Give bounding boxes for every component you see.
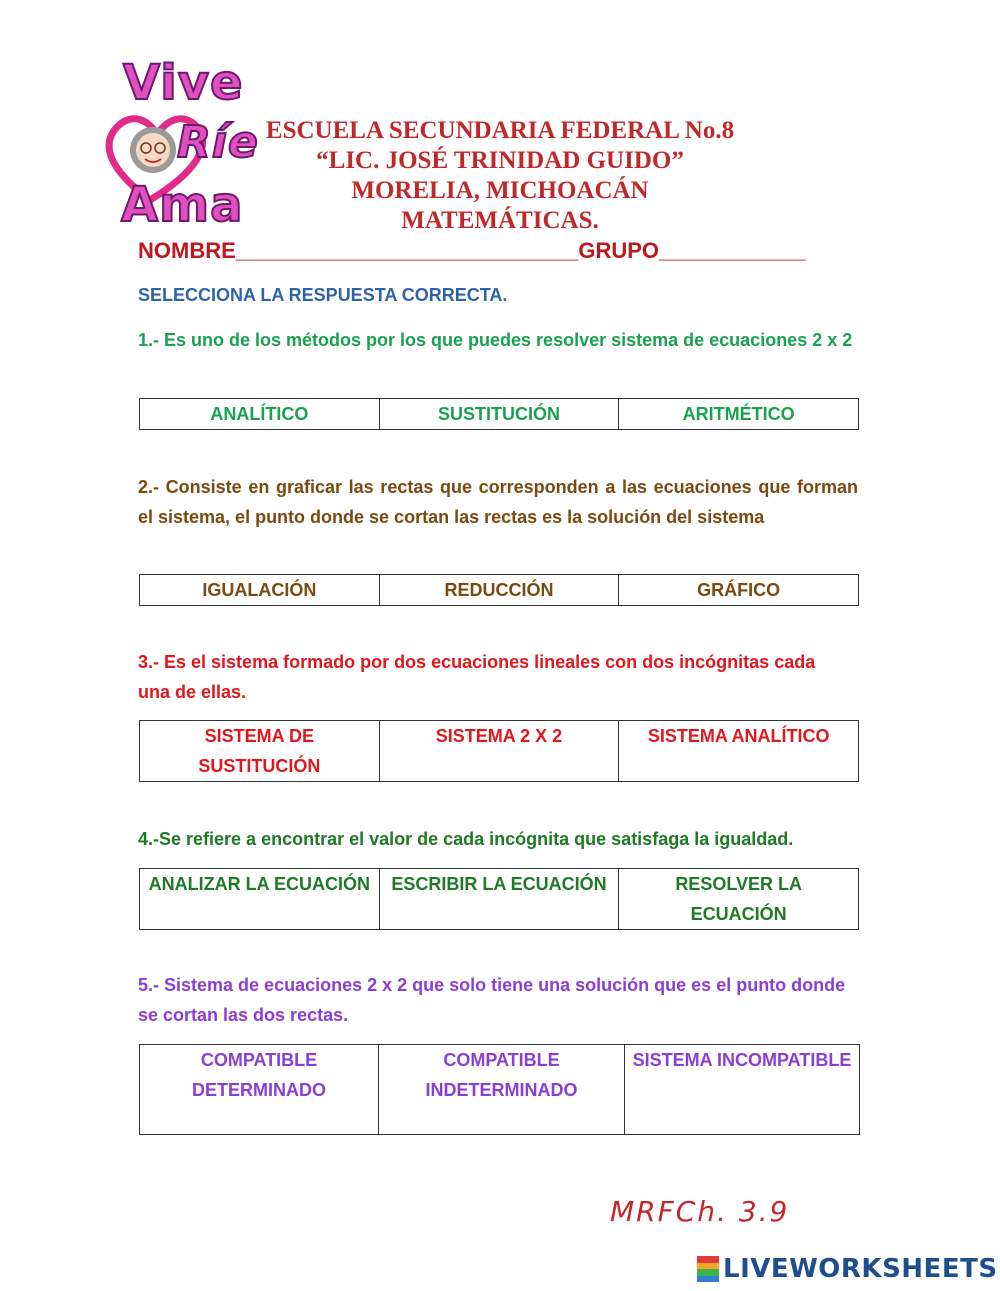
school-header <box>200 116 800 236</box>
options-table-2 <box>139 574 859 606</box>
option-2b[interactable]: REDUCCIÓN <box>379 575 619 606</box>
option-3c[interactable]: SISTEMA ANALÍTICO <box>619 721 859 782</box>
question-1: 1.- Es uno de los métodos por los que puedes resolver sistema de ecuaciones 2 x 2 <box>138 330 853 350</box>
option-2c[interactable]: GRÁFICO <box>619 575 859 606</box>
options-table-4 <box>139 868 859 930</box>
question-2: 2.- Consiste en graficar las rectas que corresponden a las ecuaciones que forman el sistema, el punto donde se cortan las rectas es la solución del sistema <box>138 477 858 527</box>
option-1b[interactable]: SUSTITUCIÓN <box>379 399 619 430</box>
school-honoree: “LIC. JOSÉ TRINIDAD GUIDO” <box>316 147 684 174</box>
school-location: MORELIA, MICHOACÁN <box>351 177 649 204</box>
option-4a[interactable]: ANALIZAR LA ECUACIÓN <box>140 869 380 930</box>
question-5: 5.- Sistema de ecuaciones 2 x 2 que solo tiene una solución que es el punto donde se cortan las dos rectas. <box>138 975 846 1025</box>
option-4b[interactable]: ESCRIBIR LA ECUACIÓN <box>379 869 619 930</box>
school-name: ESCUELA SECUNDARIA FEDERAL No.8 <box>265 117 735 144</box>
instructions: SELECCIONA LA RESPUESTA CORRECTA. <box>138 285 508 305</box>
logo-word-rie: Ríe <box>177 117 259 168</box>
subject-title: MATEMÁTICAS. <box>401 207 599 234</box>
option-1c[interactable]: ARITMÉTICO <box>619 399 859 430</box>
option-5a[interactable]: COMPATIBLE DETERMINADO <box>140 1045 379 1135</box>
option-2a[interactable]: IGUALACIÓN <box>140 575 380 606</box>
options-table-1 <box>139 398 859 430</box>
option-3b[interactable]: SISTEMA 2 X 2 <box>379 721 619 782</box>
logo-word-ama: Ama <box>121 177 244 233</box>
options-table-3 <box>139 720 859 782</box>
option-3a[interactable]: SISTEMA DE SUSTITUCIÓN <box>140 721 380 782</box>
watermark-text: LIVEWORKSHEETS <box>723 1254 998 1284</box>
question-4: 4.-Se refiere a encontrar el valor de cada incógnita que satisfaga la igualdad. <box>138 829 794 849</box>
option-1a[interactable]: ANALÍTICO <box>140 399 380 430</box>
liveworksheets-logo-icon <box>697 1256 719 1282</box>
options-table-5 <box>139 1044 860 1135</box>
liveworksheets-watermark <box>697 1252 998 1286</box>
option-4c[interactable]: RESOLVER LA ECUACIÓN <box>619 869 859 930</box>
option-5c[interactable]: SISTEMA INCOMPATIBLE <box>625 1045 860 1135</box>
question-3: 3.- Es el sistema formado por dos ecuaciones lineales con dos incógnitas cada una de ellas. <box>138 652 816 702</box>
author-signature: MRFCh. 3.9 <box>610 1195 790 1228</box>
option-5b[interactable]: COMPATIBLE INDETERMINADO <box>379 1045 625 1135</box>
name-group-line[interactable]: NOMBRE____________________________GRUPO____________ <box>138 238 806 263</box>
logo-word-vive: Vive <box>123 55 244 111</box>
